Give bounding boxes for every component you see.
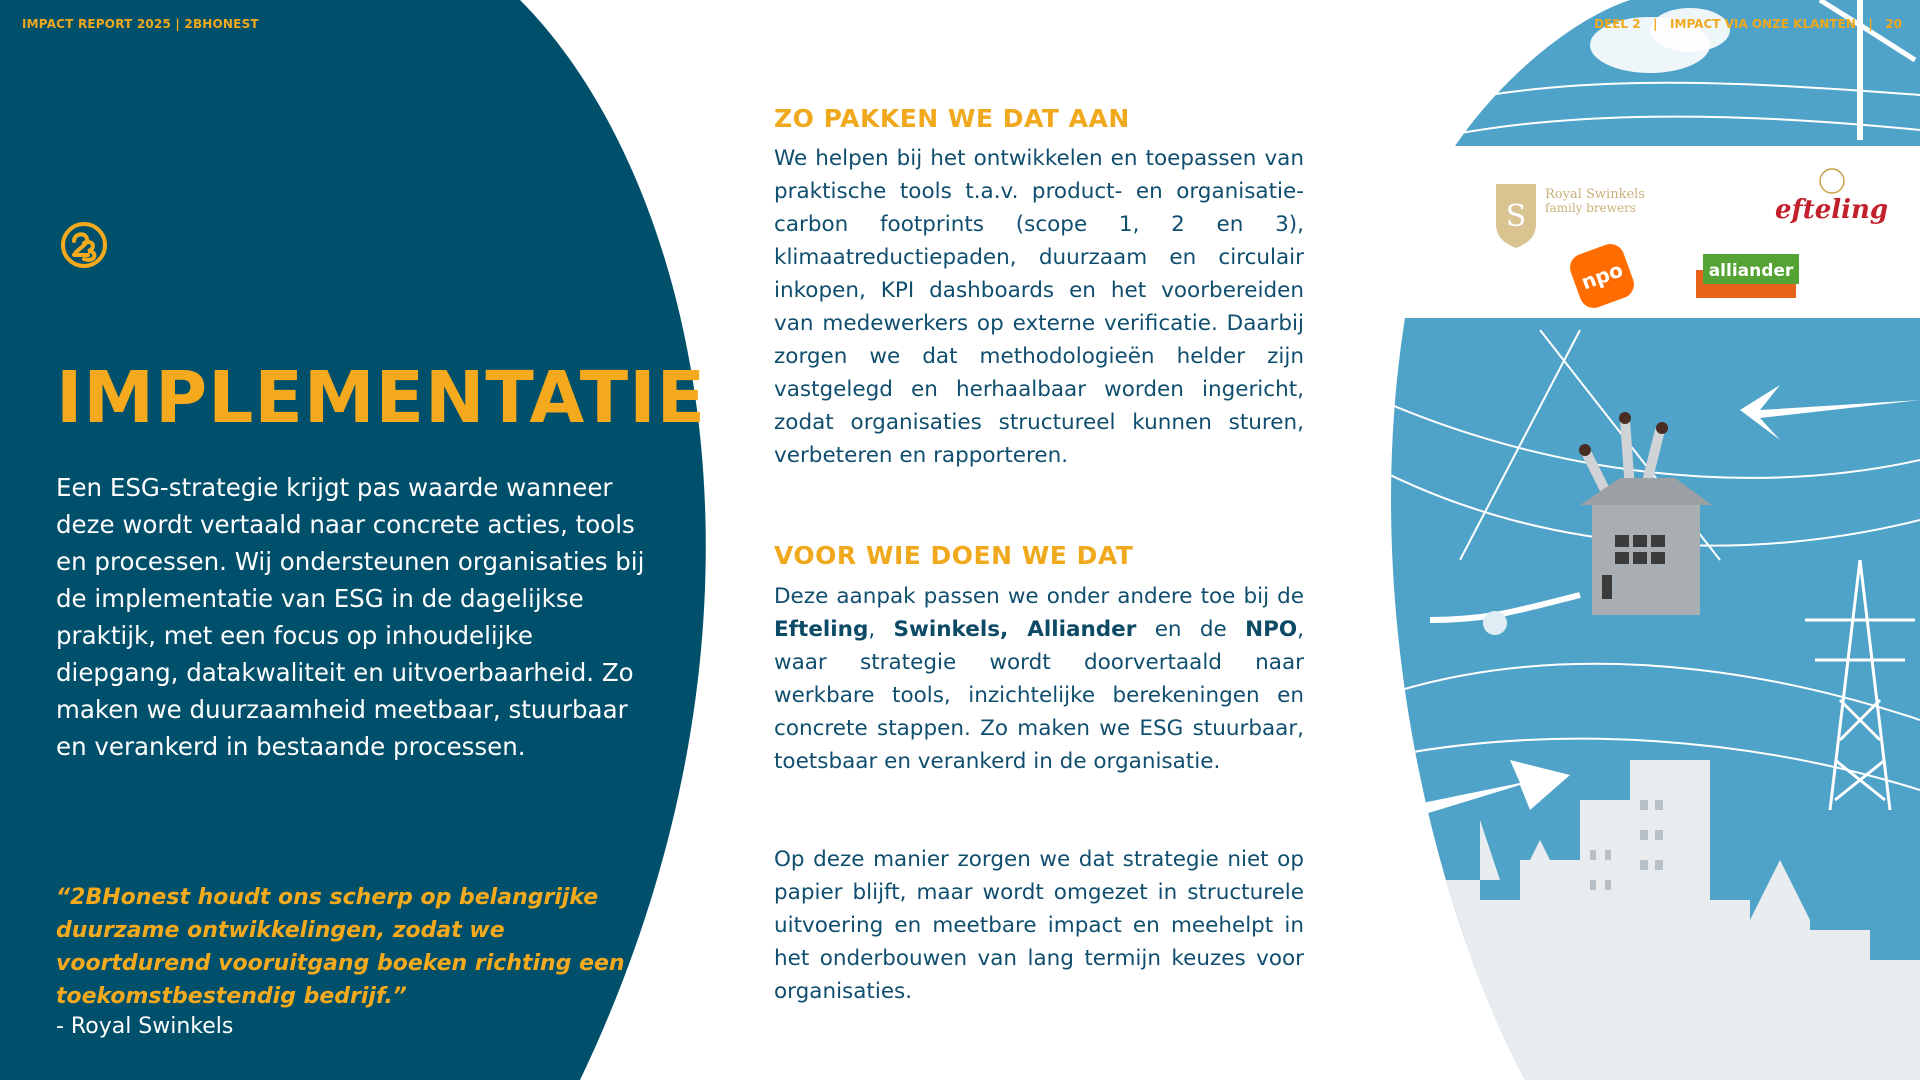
client-logos-graphic (1440, 146, 1920, 316)
approach-paragraph: We helpen bij het ontwikkelen en toepassen van praktische tools t.a.v. product- en organisatie-carbon footprints (scope 1, 2 en 3), klimaatreductiepaden, duurzaam en circulair inkopen, KPI dashboards en het voorbereiden van medewerkers op externe verificatie. Daarbij zorgen we dat methodologieën helder zijn vastgelegd en herhaalbaar worden ingericht, zodat organisaties structureel kunnen sturen, verbeteren en rapporteren. (774, 146, 1304, 468)
efteling-logo (1775, 169, 1888, 225)
client-quote: “2BHonest houdt ons scherp op belangrijke duurzame ontwikkelingen, zodat we voortdurend vooruitgang boeken richting een toekomstbestendig bedrijf.” (56, 885, 625, 1009)
report-header-left: IMPACT REPORT 2025 | 2BHONEST (22, 17, 259, 31)
svg-text:S: S (1505, 199, 1527, 234)
royal-swinkels-logo (1496, 184, 1645, 248)
quote-author: - Royal Swinkels (56, 1014, 234, 1039)
page-title: IMPLEMENTATIE (56, 356, 707, 439)
efteling-wordmark: efteling (1775, 195, 1889, 225)
heading-approach: ZO PAKKEN WE DAT AAN (774, 104, 1130, 133)
alliander-logo (1696, 254, 1799, 298)
heading-clients: VOOR WIE DOEN WE DAT (774, 541, 1134, 570)
npo-logo (1566, 240, 1638, 312)
npo-wordmark: npo (1578, 257, 1626, 295)
alliander-wordmark: alliander (1708, 261, 1794, 281)
clients-paragraph: Deze aanpak passen we onder andere toe bij de Efteling, Swinkels, Alliander en de NPO, waar strategie wordt doorvertaald naar werkbare tools, inzichtelijke berekeningen en concrete stappen. Zo maken we ESG stuurbaar, toetsbaar en verankerd in de organisatie. (774, 584, 1304, 774)
report-header-right: DEEL 2 | IMPACT VIA ONZE KLANTEN | 20 (1594, 17, 1902, 31)
client-logos (1440, 146, 1920, 316)
royal-swinkels-line1: Royal Swinkels (1545, 187, 1645, 202)
intro-paragraph: Een ESG-strategie krijgt pas waarde wanneer deze wordt vertaald naar concrete acties, tools en processen. Wij ondersteunen organisaties bij de implementatie van ESG in de dagelijkse praktijk, met een focus op inhoudelijke diepgang, datakwaliteit en uitvoerbaarheid. Zo maken we duurzaamheid meetbaar, stuurbaar en verankerd in bestaande processen. (56, 473, 645, 761)
2bhonest-logo-icon (60, 221, 108, 269)
royal-swinkels-line2: family brewers (1545, 201, 1637, 215)
closing-paragraph: Op deze manier zorgen we dat strategie niet op papier blijft, maar wordt omgezet in structurele uitvoering en meetbare impact en meehelpt in het onderbouwen van lang termijn keuzes voor organisaties. (774, 847, 1304, 1004)
